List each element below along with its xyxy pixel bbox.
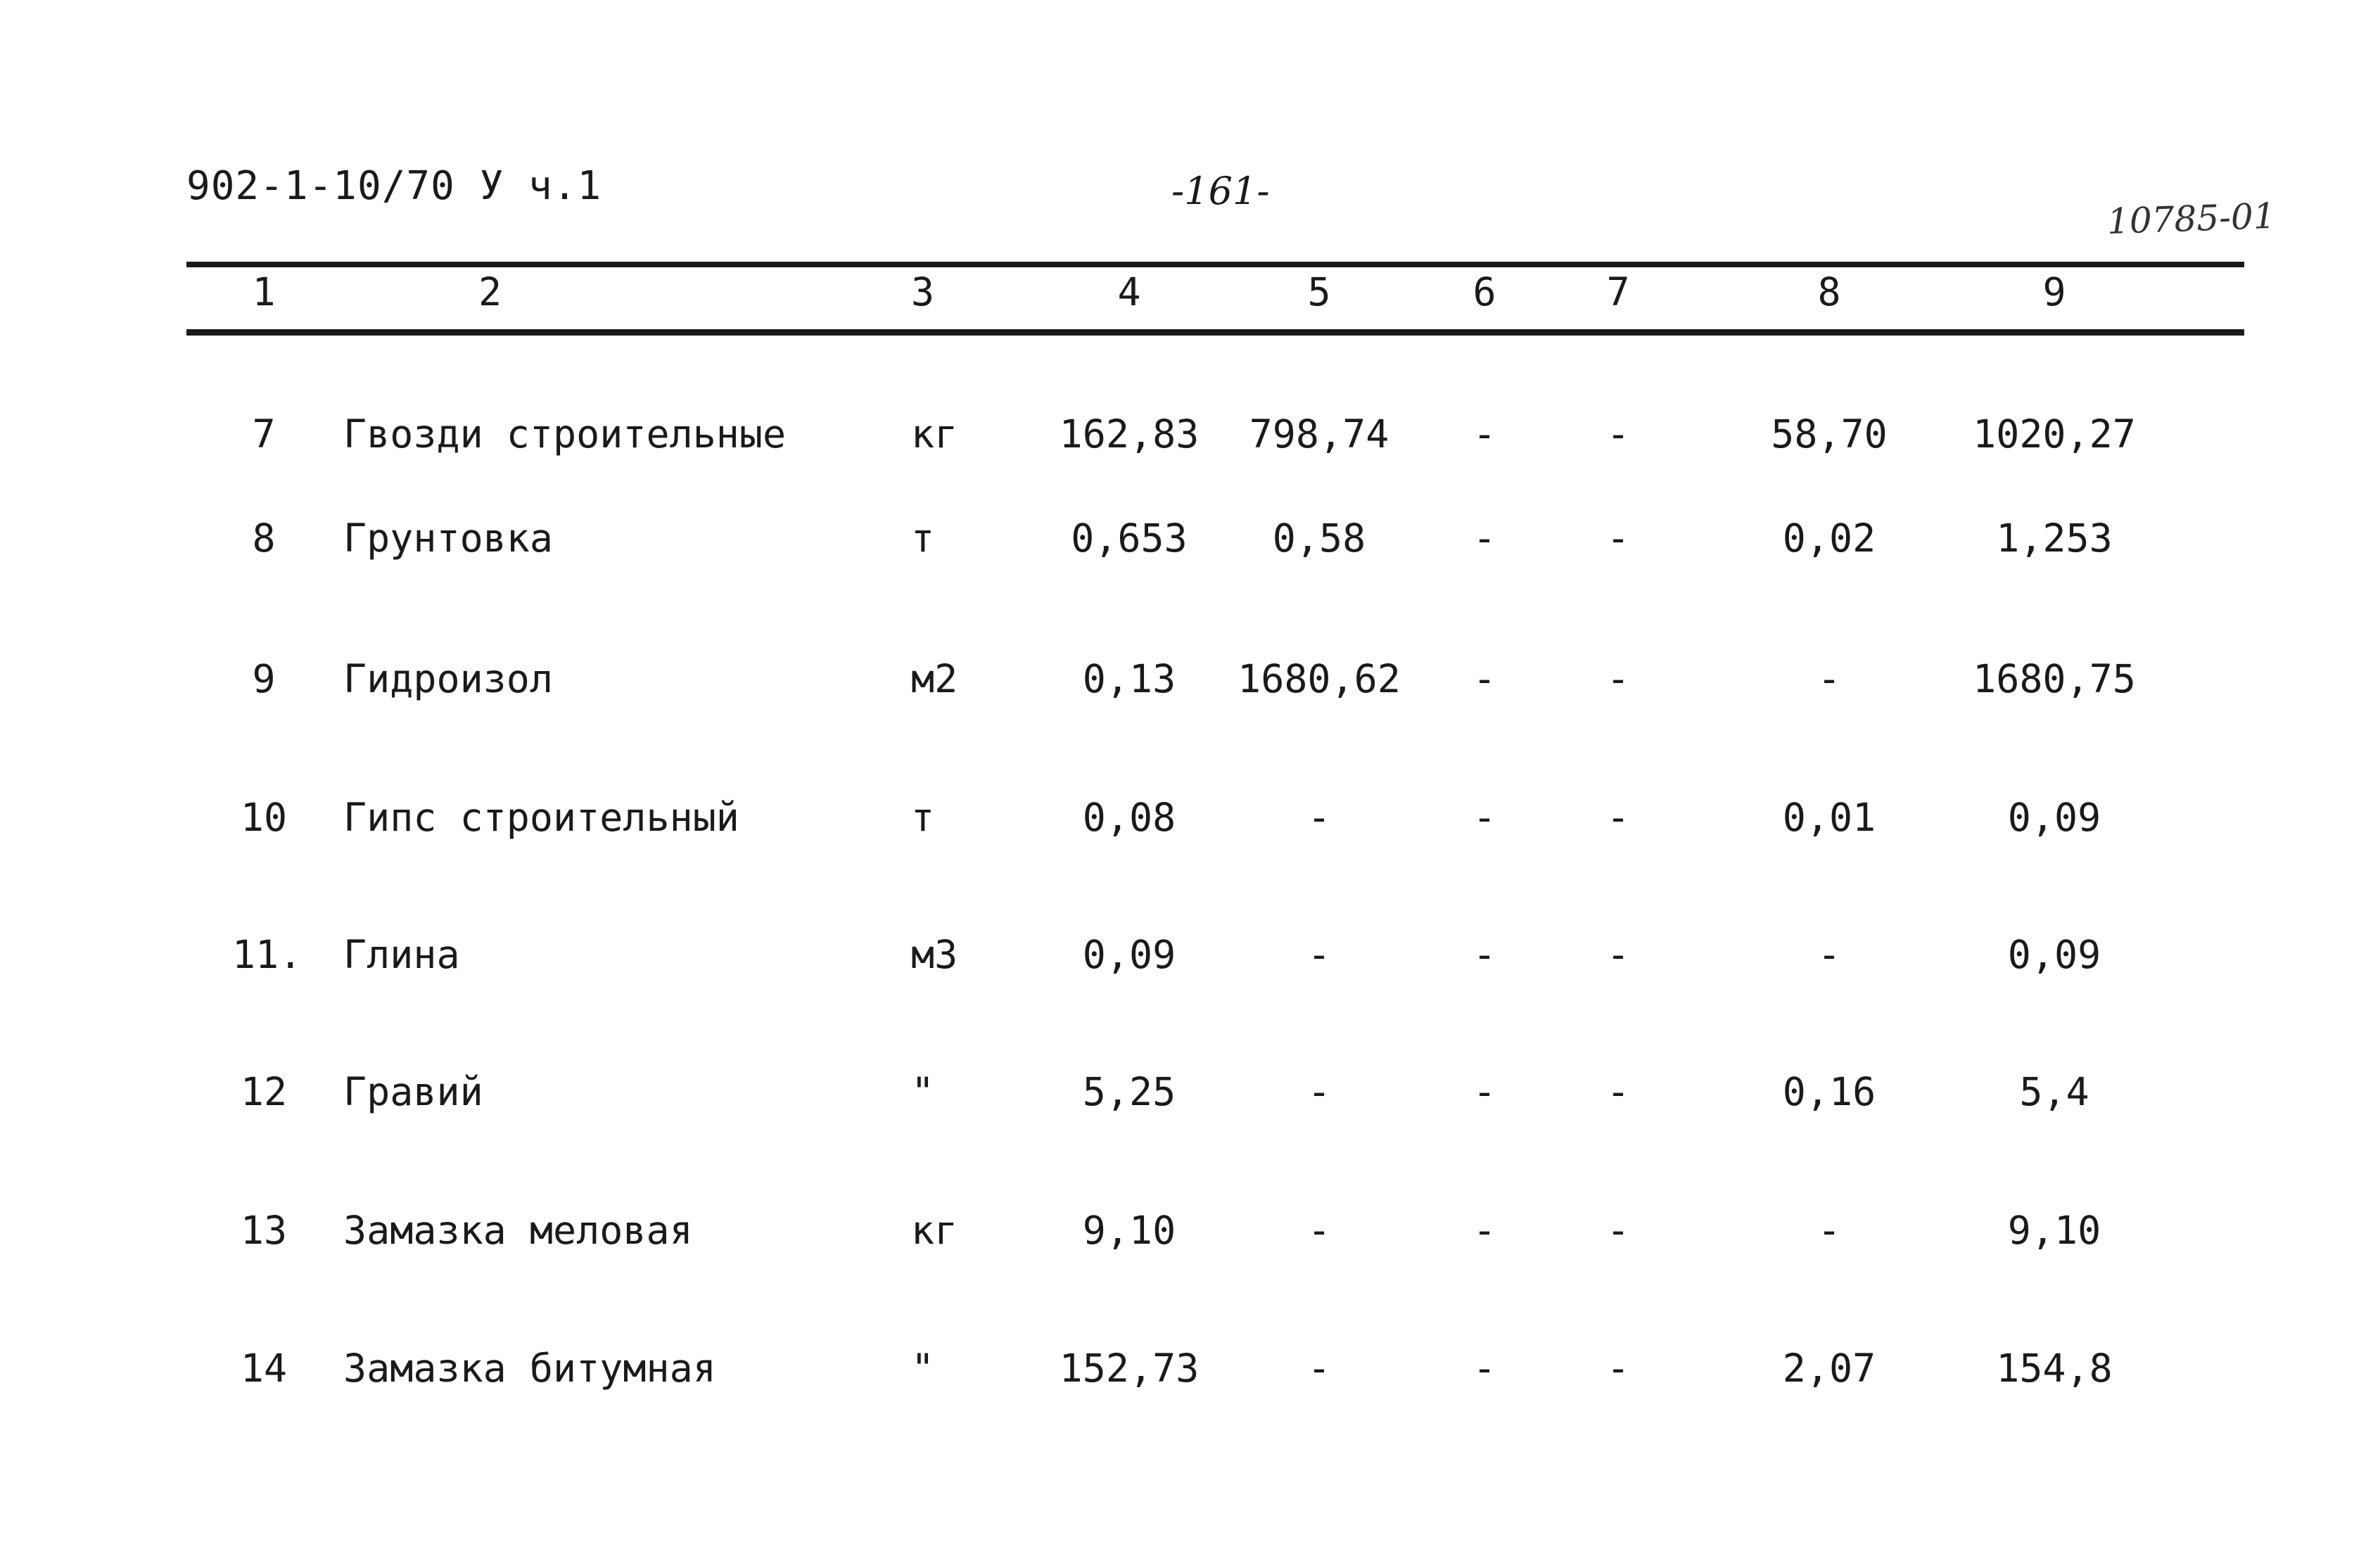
material-name: Замазка меловая (343, 1208, 693, 1253)
table-top-rule (186, 262, 2244, 267)
col9-total: 1680,75 (1973, 656, 2136, 701)
column-header: 2 (478, 269, 502, 314)
col4-value: 152,73 (1059, 1346, 1200, 1391)
column-header: 9 (2042, 269, 2066, 314)
col5-value: - (1307, 1069, 1331, 1114)
col7-value: - (1606, 932, 1630, 977)
material-name: Гидроизол (343, 656, 554, 701)
col8-value: 58,70 (1771, 412, 1888, 457)
unit: т (911, 795, 935, 840)
col8-value: 0,01 (1782, 795, 1876, 840)
col4-value: 5,25 (1082, 1069, 1176, 1114)
col9-total: 0,09 (2007, 932, 2101, 977)
col6-value: - (1472, 932, 1496, 977)
material-name: Гравий (343, 1069, 483, 1114)
col7-value: - (1606, 1069, 1630, 1114)
col5-value: 1680,62 (1238, 656, 1401, 701)
col6-value: - (1472, 1346, 1496, 1391)
col7-value: - (1606, 656, 1630, 701)
col4-value: 9,10 (1082, 1208, 1176, 1253)
material-name: Замазка битумная (343, 1346, 716, 1391)
col7-value: - (1606, 1208, 1630, 1253)
col8-value: 0,16 (1782, 1069, 1876, 1114)
archive-number: 10785-01 (2106, 195, 2277, 243)
col7-value: - (1606, 795, 1630, 840)
col9-total: 154,8 (1996, 1346, 2113, 1391)
col8-value: - (1817, 932, 1841, 977)
col8-value: - (1817, 1208, 1841, 1253)
column-header: 3 (911, 269, 935, 314)
col5-value: - (1307, 1208, 1331, 1253)
col7-value: - (1606, 516, 1630, 561)
col4-value: 0,08 (1082, 795, 1176, 840)
col8-value: 0,02 (1782, 516, 1876, 561)
unit: кг (911, 412, 958, 457)
table-header-rule (186, 329, 2244, 336)
col6-value: - (1472, 656, 1496, 701)
col5-value: 0,58 (1272, 516, 1366, 561)
column-header: 6 (1472, 269, 1496, 314)
col8-value: 2,07 (1782, 1346, 1876, 1391)
row-number: 11. (232, 932, 303, 977)
material-name: Гипс строительный (343, 795, 739, 840)
col4-value: 162,83 (1059, 412, 1200, 457)
col6-value: - (1472, 1208, 1496, 1253)
col5-value: - (1307, 1346, 1331, 1391)
col4-value: 0,09 (1082, 932, 1176, 977)
material-name: Глина (343, 932, 460, 977)
row-number: 12 (240, 1069, 288, 1114)
col9-total: 0,09 (2007, 795, 2101, 840)
unit: кг (911, 1208, 958, 1253)
row-number: 8 (252, 516, 276, 561)
col5-value: - (1307, 795, 1331, 840)
unit: м2 (911, 656, 958, 701)
row-number: 10 (240, 795, 288, 840)
col6-value: - (1472, 1069, 1496, 1114)
row-number: 9 (252, 656, 276, 701)
row-number: 7 (252, 412, 276, 457)
col6-value: - (1472, 412, 1496, 457)
col9-total: 5,4 (2019, 1069, 2089, 1114)
col6-value: - (1472, 516, 1496, 561)
unit: м3 (911, 932, 958, 977)
unit: " (911, 1069, 935, 1114)
col5-value: 798,74 (1249, 412, 1389, 457)
column-header: 4 (1117, 269, 1141, 314)
col9-total: 1020,27 (1973, 412, 2136, 457)
col4-value: 0,13 (1082, 656, 1176, 701)
col5-value: - (1307, 932, 1331, 977)
unit: т (911, 516, 935, 561)
col9-total: 1,253 (1996, 516, 2113, 561)
col4-value: 0,653 (1071, 516, 1188, 561)
col6-value: - (1472, 795, 1496, 840)
unit: " (911, 1346, 935, 1391)
col8-value: - (1817, 656, 1841, 701)
column-header: 5 (1307, 269, 1331, 314)
row-number: 14 (240, 1346, 288, 1391)
col9-total: 9,10 (2007, 1208, 2101, 1253)
material-name: Гвозди строительные (343, 412, 787, 457)
column-header: 1 (252, 269, 276, 314)
page-number: -161- (1171, 169, 1270, 213)
material-name: Грунтовка (343, 516, 554, 561)
column-header: 8 (1817, 269, 1841, 314)
col7-value: - (1606, 412, 1630, 457)
col7-value: - (1606, 1346, 1630, 1391)
row-number: 13 (240, 1208, 288, 1253)
document-code: 902-1-10/70 У ч.1 (186, 163, 602, 209)
column-header: 7 (1606, 269, 1630, 314)
